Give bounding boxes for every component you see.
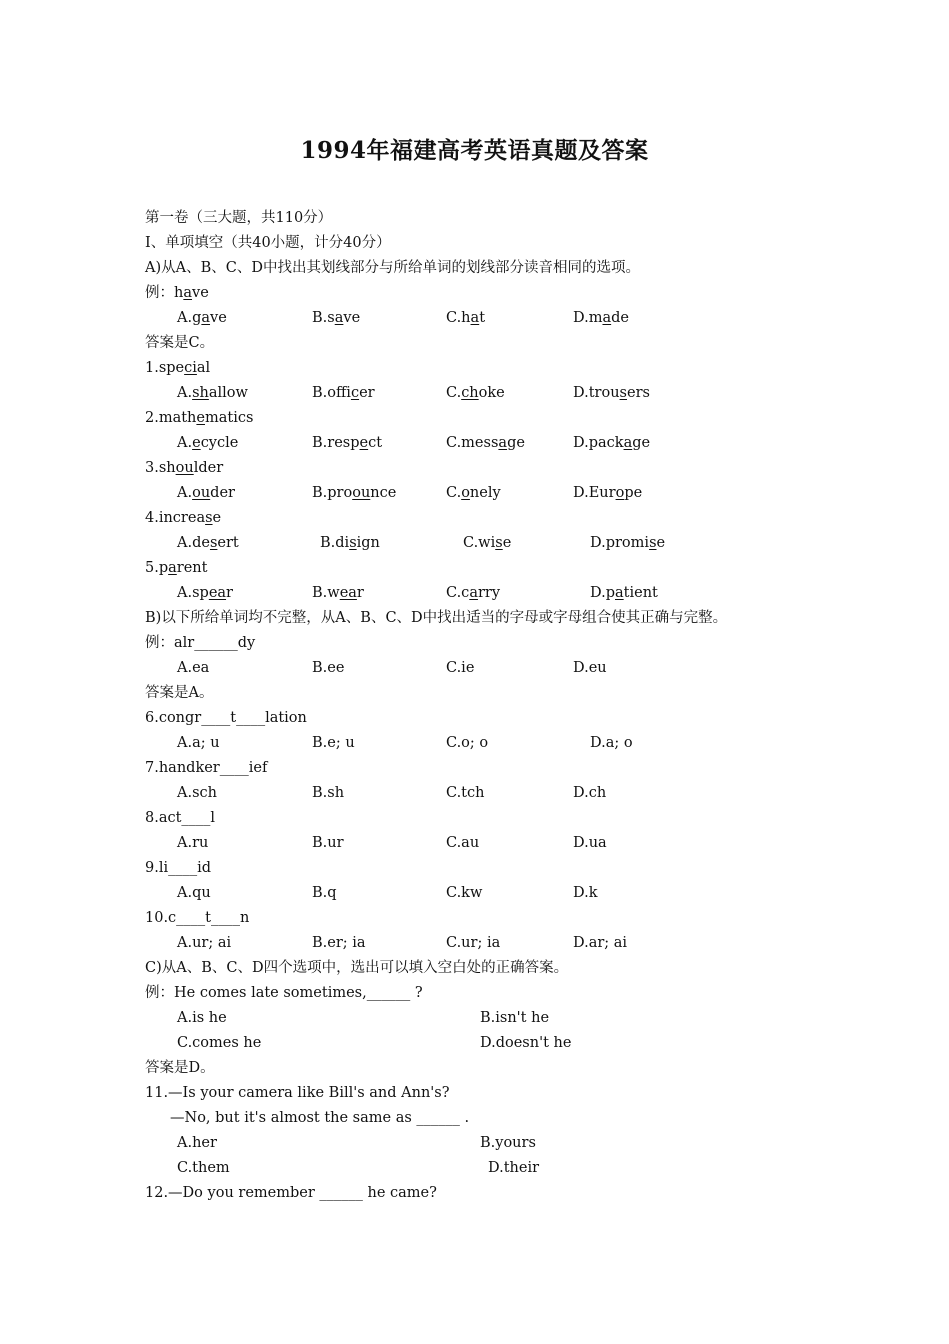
part-c-instructions: C)从A、B、C、D四个选项中，选出可以填入空白处的正确答案。 (145, 960, 569, 976)
q7-option-b: B.sh (312, 785, 345, 801)
example-a-option-a: A.gave (177, 310, 227, 326)
q3-option-a: A.ouder (177, 485, 235, 501)
question-4: 4.increase (145, 510, 222, 526)
q3-option-c: C.onely (446, 485, 501, 501)
question-5: 5.parent (145, 560, 208, 576)
q7-option-c: C.tch (446, 785, 485, 801)
example-b-option-c: C.ie (446, 660, 475, 676)
section-heading: I、单项填空（共40小题，计分40分） (145, 235, 391, 251)
q9-option-a: A.qu (177, 885, 211, 901)
part-a-instructions: A)从A、B、C、D中找出其划线部分与所给单词的划线部分读音相同的选项。 (145, 260, 640, 276)
question-12: 12.—Do you remember ______ he came? (145, 1185, 437, 1201)
question-3: 3.shoulder (145, 460, 224, 476)
example-a-question: 例：have (145, 285, 209, 301)
example-a-answer: 答案是C。 (145, 335, 215, 351)
q5-option-d: D.patient (590, 585, 658, 601)
q6-option-d: D.a; o (590, 735, 633, 751)
q1-option-a: A.shallow (177, 385, 248, 401)
q6-option-c: C.o; o (446, 735, 489, 751)
q5-option-a: A.spear (177, 585, 233, 601)
q10-option-c: C.ur; ia (446, 935, 501, 951)
q8-option-d: D.ua (573, 835, 607, 851)
q8-option-b: B.ur (312, 835, 344, 851)
q2-option-c: C.message (446, 435, 525, 451)
question-11-reply: —No, but it's almost the same as ______ . (170, 1110, 470, 1126)
q3-option-d: D.Europe (573, 485, 643, 501)
q1-option-d: D.trousers (573, 385, 650, 401)
q2-option-b: B.respect (312, 435, 383, 451)
q9-option-d: D.k (573, 885, 598, 901)
question-6: 6.congr____t____lation (145, 710, 307, 726)
question-10: 10.c____t____n (145, 910, 250, 926)
example-a-option-c: C.hat (446, 310, 486, 326)
q7-option-a: A.sch (177, 785, 217, 801)
q8-option-a: A.ru (177, 835, 209, 851)
q3-option-b: B.proounce (312, 485, 397, 501)
page-title: 1994年福建高考英语真题及答案 (300, 137, 649, 164)
example-c-option-c: C.comes he (177, 1035, 262, 1051)
q10-option-d: D.ar; ai (573, 935, 628, 951)
q9-option-b: B.q (312, 885, 337, 901)
example-c-option-d: D.doesn't he (480, 1035, 572, 1051)
q11-option-a: A.her (177, 1135, 217, 1151)
q1-option-c: C.choke (446, 385, 505, 401)
volume-heading: 第一卷（三大题，共110分） (145, 210, 333, 226)
example-b-question: 例：alr______dy (145, 635, 256, 651)
part-b-instructions: B)以下所给单词均不完整，从A、B、C、D中找出适当的字母或字母组合使其正确与完整。 (145, 610, 728, 626)
example-c-answer: 答案是D。 (145, 1060, 215, 1076)
example-c-option-b: B.isn't he (480, 1010, 550, 1026)
example-a-option-b: B.save (312, 310, 361, 326)
q7-option-d: D.ch (573, 785, 607, 801)
q5-option-c: C.carry (446, 585, 501, 601)
example-b-option-a: A.ea (177, 660, 210, 676)
example-c-question: 例：He comes late sometimes,______ ? (145, 985, 423, 1001)
q9-option-c: C.kw (446, 885, 483, 901)
q4-option-a: A.desert (177, 535, 239, 551)
example-b-option-d: D.eu (573, 660, 607, 676)
q11-option-c: C.them (177, 1160, 230, 1176)
example-c-option-a: A.is he (177, 1010, 227, 1026)
q4-option-c: C.wise (463, 535, 512, 551)
question-7: 7.handker____ief (145, 760, 268, 776)
question-11: 11.—Is your camera like Bill's and Ann's? (145, 1085, 450, 1101)
q6-option-a: A.a; u (177, 735, 220, 751)
example-b-option-b: B.ee (312, 660, 345, 676)
example-b-answer: 答案是A。 (145, 685, 214, 701)
q10-option-a: A.ur; ai (177, 935, 232, 951)
q2-option-a: A.ecycle (177, 435, 239, 451)
q8-option-c: C.au (446, 835, 480, 851)
q1-option-b: B.officer (312, 385, 375, 401)
question-9: 9.li____id (145, 860, 212, 876)
q2-option-d: D.package (573, 435, 651, 451)
question-2: 2.mathematics (145, 410, 254, 426)
q11-option-d: D.their (488, 1160, 540, 1176)
q6-option-b: B.e; u (312, 735, 355, 751)
q10-option-b: B.er; ia (312, 935, 366, 951)
q4-option-d: D.promise (590, 535, 666, 551)
question-1: 1.special (145, 360, 211, 376)
question-8: 8.act____l (145, 810, 216, 826)
q4-option-b: B.disign (320, 535, 380, 551)
example-a-option-d: D.made (573, 310, 629, 326)
q11-option-b: B.yours (480, 1135, 536, 1151)
q5-option-b: B.wear (312, 585, 364, 601)
